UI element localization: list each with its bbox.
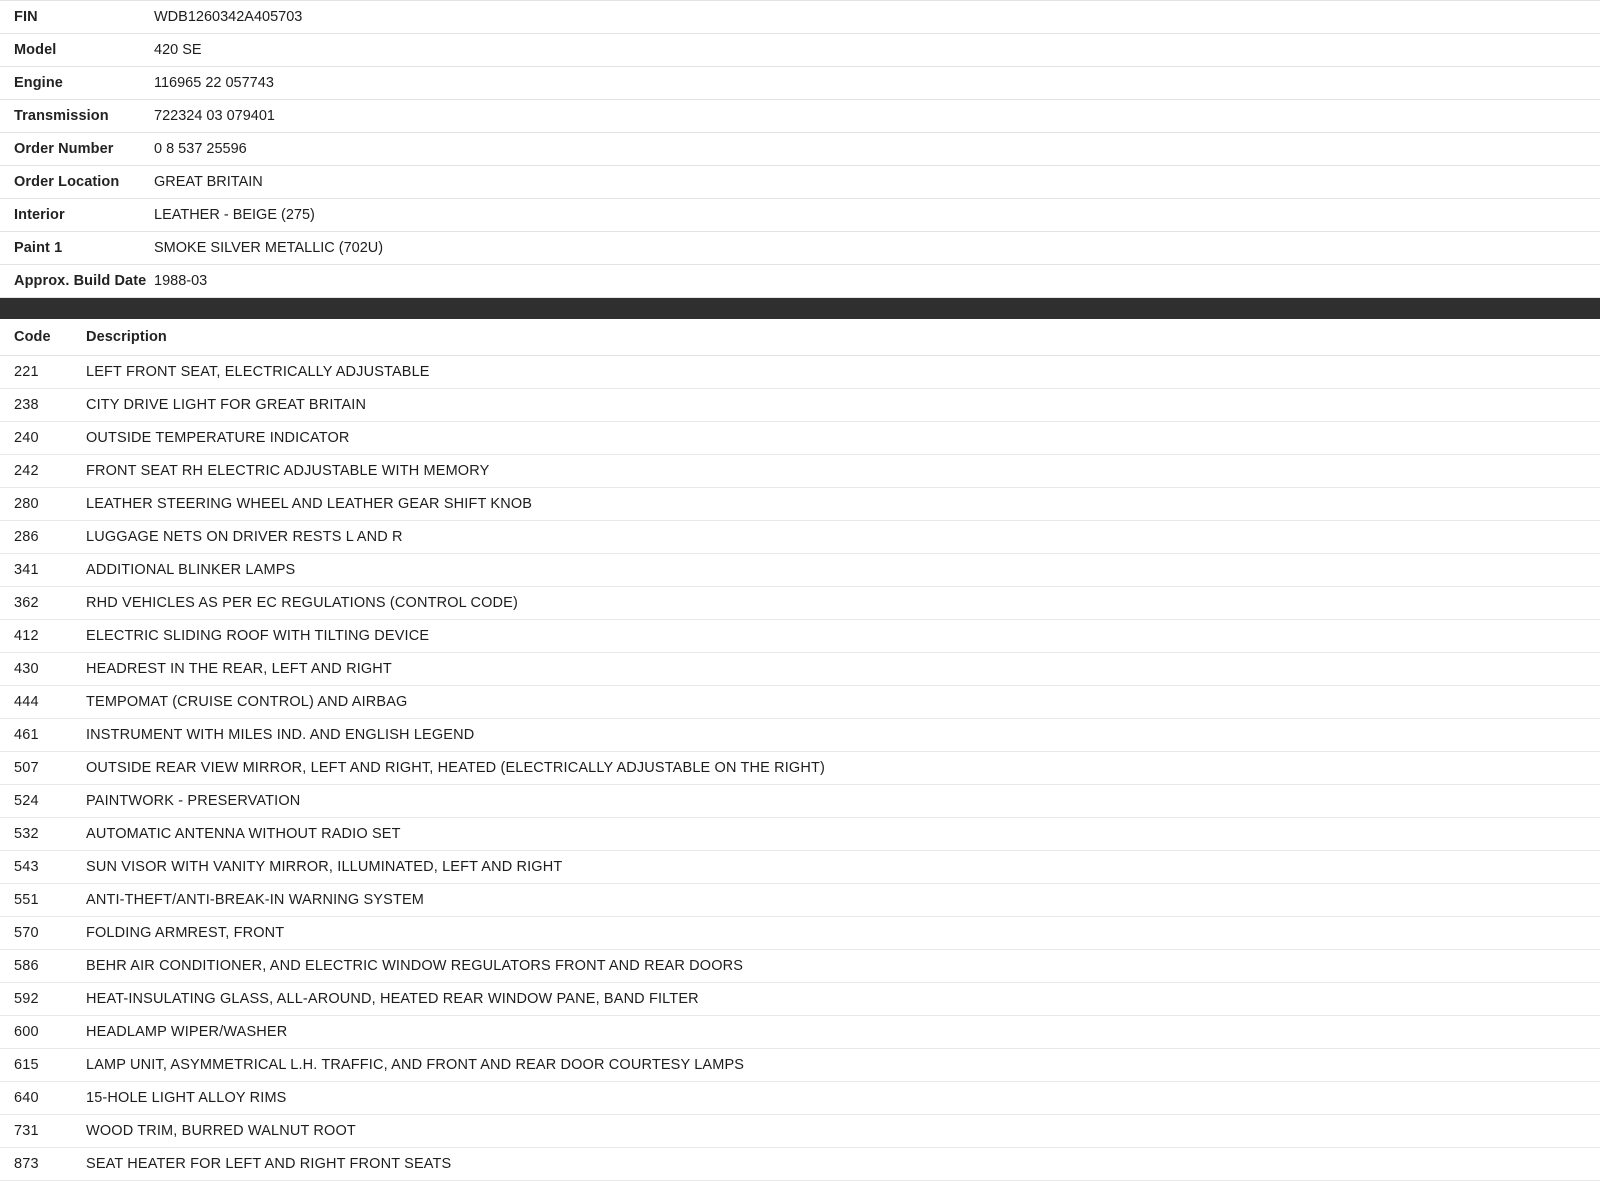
option-code: 600 bbox=[14, 1024, 39, 1040]
spec-row-value: GREAT BRITAIN bbox=[154, 174, 263, 190]
spec-row bbox=[0, 1, 1600, 34]
option-code: 341 bbox=[14, 562, 39, 578]
option-description: OUTSIDE REAR VIEW MIRROR, LEFT AND RIGHT, HEATED (ELECTRICALLY ADJUSTABLE ON THE RIGHT) bbox=[86, 760, 825, 776]
table-row bbox=[0, 1016, 1600, 1049]
spec-row-value: 116965 22 057743 bbox=[154, 75, 274, 91]
option-description: ANTI-THEFT/ANTI-BREAK-IN WARNING SYSTEM bbox=[86, 892, 425, 908]
table-row bbox=[0, 1148, 1600, 1181]
table-row bbox=[0, 851, 1600, 884]
option-code: 640 bbox=[14, 1090, 39, 1106]
option-description: SUN VISOR WITH VANITY MIRROR, ILLUMINATED, LEFT AND RIGHT bbox=[86, 859, 563, 875]
option-codes-table bbox=[0, 319, 1600, 1181]
option-code: 286 bbox=[14, 529, 39, 545]
option-code: 532 bbox=[14, 826, 39, 842]
spec-row bbox=[0, 100, 1600, 133]
table-row bbox=[0, 719, 1600, 752]
spec-row bbox=[0, 67, 1600, 100]
option-description: FOLDING ARMREST, FRONT bbox=[86, 925, 285, 941]
table-row bbox=[0, 422, 1600, 455]
option-description: LEATHER STEERING WHEEL AND LEATHER GEAR SHIFT KNOB bbox=[86, 496, 533, 512]
table-row bbox=[0, 620, 1600, 653]
option-code: 551 bbox=[14, 892, 39, 908]
option-code: 592 bbox=[14, 991, 39, 1007]
option-code: 221 bbox=[14, 364, 39, 380]
vehicle-spec-table bbox=[0, 0, 1600, 298]
column-header-code: Code bbox=[0, 319, 72, 356]
option-code: 242 bbox=[14, 463, 39, 479]
spec-row bbox=[0, 265, 1600, 298]
option-code: 461 bbox=[14, 727, 39, 743]
table-row bbox=[0, 884, 1600, 917]
option-description: 15-HOLE LIGHT ALLOY RIMS bbox=[86, 1090, 287, 1106]
spec-row-value: SMOKE SILVER METALLIC (702U) bbox=[154, 240, 384, 256]
option-description: BEHR AIR CONDITIONER, AND ELECTRIC WINDOW REGULATORS FRONT AND REAR DOORS bbox=[86, 958, 744, 974]
table-row bbox=[0, 1082, 1600, 1115]
table-row bbox=[0, 950, 1600, 983]
spec-row-value: 722324 03 079401 bbox=[154, 108, 275, 124]
table-row bbox=[0, 455, 1600, 488]
section-divider bbox=[0, 298, 1600, 319]
option-description: ELECTRIC SLIDING ROOF WITH TILTING DEVICE bbox=[86, 628, 430, 644]
spec-row-value: 0 8 537 25596 bbox=[154, 141, 247, 157]
option-description: FRONT SEAT RH ELECTRIC ADJUSTABLE WITH MEMORY bbox=[86, 463, 490, 479]
column-header-description: Description bbox=[72, 319, 1600, 356]
option-description: INSTRUMENT WITH MILES IND. AND ENGLISH LEGEND bbox=[86, 727, 475, 743]
option-description: LUGGAGE NETS ON DRIVER RESTS L AND R bbox=[86, 529, 403, 545]
option-description: ADDITIONAL BLINKER LAMPS bbox=[86, 562, 296, 578]
option-code: 240 bbox=[14, 430, 39, 446]
table-row bbox=[0, 521, 1600, 554]
option-description: SEAT HEATER FOR LEFT AND RIGHT FRONT SEATS bbox=[86, 1156, 452, 1172]
option-description: LAMP UNIT, ASYMMETRICAL L.H. TRAFFIC, AND FRONT AND REAR DOOR COURTESY LAMPS bbox=[86, 1057, 745, 1073]
spec-row-value: 1988-03 bbox=[154, 273, 208, 289]
table-row bbox=[0, 686, 1600, 719]
spec-row-label: Engine bbox=[14, 75, 63, 91]
spec-row-label: Model bbox=[14, 42, 57, 58]
spec-row-label: Approx. Build Date bbox=[14, 273, 147, 289]
option-description: PAINTWORK - PRESERVATION bbox=[86, 793, 301, 809]
option-code: 570 bbox=[14, 925, 39, 941]
table-row bbox=[0, 818, 1600, 851]
option-codes-header-row bbox=[0, 319, 1600, 356]
table-row bbox=[0, 356, 1600, 389]
option-description: HEADLAMP WIPER/WASHER bbox=[86, 1024, 288, 1040]
vehicle-spec-body bbox=[0, 1, 1600, 298]
option-description: CITY DRIVE LIGHT FOR GREAT BRITAIN bbox=[86, 397, 367, 413]
option-code: 362 bbox=[14, 595, 39, 611]
option-code: 731 bbox=[14, 1123, 39, 1139]
option-description: HEAT-INSULATING GLASS, ALL-AROUND, HEATED REAR WINDOW PANE, BAND FILTER bbox=[86, 991, 699, 1007]
option-code: 586 bbox=[14, 958, 39, 974]
option-description: LEFT FRONT SEAT, ELECTRICALLY ADJUSTABLE bbox=[86, 364, 430, 380]
spec-row-label: Order Location bbox=[14, 174, 120, 190]
table-row bbox=[0, 488, 1600, 521]
option-description: HEADREST IN THE REAR, LEFT AND RIGHT bbox=[86, 661, 392, 677]
option-code: 430 bbox=[14, 661, 39, 677]
spec-row-value: LEATHER - BEIGE (275) bbox=[154, 207, 315, 223]
spec-row bbox=[0, 232, 1600, 265]
spec-row-label: Paint 1 bbox=[14, 240, 63, 256]
spec-row-value: WDB1260342A405703 bbox=[154, 9, 303, 25]
table-row bbox=[0, 752, 1600, 785]
table-row bbox=[0, 917, 1600, 950]
table-row bbox=[0, 653, 1600, 686]
spec-row bbox=[0, 133, 1600, 166]
option-code: 444 bbox=[14, 694, 39, 710]
spec-row-label: Interior bbox=[14, 207, 65, 223]
spec-row bbox=[0, 34, 1600, 67]
option-code: 507 bbox=[14, 760, 39, 776]
table-row bbox=[0, 587, 1600, 620]
option-description: RHD VEHICLES AS PER EC REGULATIONS (CONTROL CODE) bbox=[86, 595, 518, 611]
option-codes-header bbox=[0, 319, 1600, 356]
spec-row-value: 420 SE bbox=[154, 42, 202, 58]
table-row bbox=[0, 1115, 1600, 1148]
table-row bbox=[0, 785, 1600, 818]
option-code: 524 bbox=[14, 793, 39, 809]
spec-row-label: FIN bbox=[14, 9, 38, 25]
option-code: 412 bbox=[14, 628, 39, 644]
spec-row bbox=[0, 199, 1600, 232]
option-code: 873 bbox=[14, 1156, 39, 1172]
option-code: 543 bbox=[14, 859, 39, 875]
table-row bbox=[0, 983, 1600, 1016]
spec-row-label: Order Number bbox=[14, 141, 114, 157]
table-row bbox=[0, 1049, 1600, 1082]
option-description: AUTOMATIC ANTENNA WITHOUT RADIO SET bbox=[86, 826, 401, 842]
option-codes-body bbox=[0, 356, 1600, 1181]
option-code: 615 bbox=[14, 1057, 39, 1073]
table-row bbox=[0, 389, 1600, 422]
option-code: 280 bbox=[14, 496, 39, 512]
option-description: WOOD TRIM, BURRED WALNUT ROOT bbox=[86, 1123, 356, 1139]
spec-row bbox=[0, 166, 1600, 199]
spec-row-label: Transmission bbox=[14, 108, 109, 124]
option-description: TEMPOMAT (CRUISE CONTROL) AND AIRBAG bbox=[86, 694, 408, 710]
option-code: 238 bbox=[14, 397, 39, 413]
option-description: OUTSIDE TEMPERATURE INDICATOR bbox=[86, 430, 350, 446]
table-row bbox=[0, 554, 1600, 587]
